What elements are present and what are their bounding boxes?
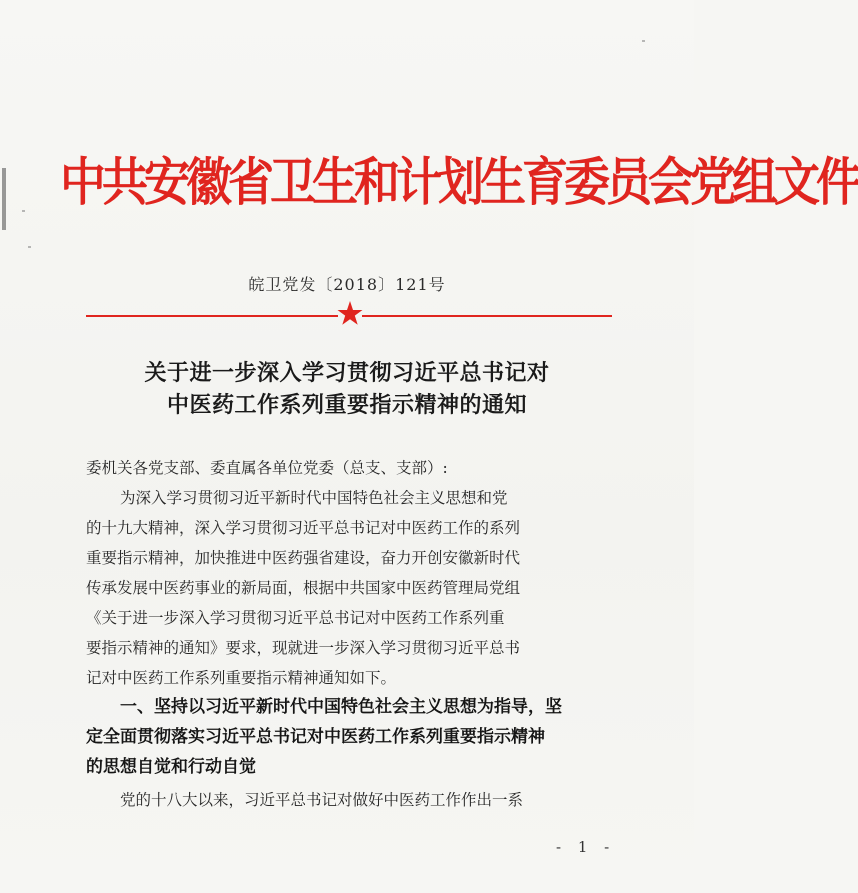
scan-speck [642, 40, 645, 42]
paragraph-line: 的十九大精神，深入学习贯彻习近平总书记对中医药工作的系列 [86, 519, 521, 537]
red-divider-right [362, 315, 612, 317]
paragraph-line: 记对中医药工作系列重要指示精神通知如下。 [86, 669, 397, 687]
section-heading-line: 定全面贯彻落实习近平总书记对中医药工作系列重要指示精神 [86, 727, 545, 747]
document-number: 皖卫党发〔2018〕121号 [248, 275, 446, 294]
paragraph-line: 传承发展中医药事业的新局面，根据中共国家中医药管理局党组 [86, 579, 521, 597]
section-heading-line: 的思想自觉和行动自觉 [86, 757, 256, 777]
paragraph-line: 重要指示精神，加快推进中医药强省建设，奋力开创安徽新时代 [86, 549, 521, 567]
paragraph-line: 《关于进一步深入学习贯彻习近平总书记对中医药工作系列重 [86, 609, 505, 627]
section-heading-line: 一、坚持以习近平新时代中国特色社会主义思想为指导，坚 [120, 697, 562, 717]
paragraph-line: 为深入学习贯彻习近平新时代中国特色社会主义思想和党 [120, 489, 508, 507]
red-divider-left [86, 315, 338, 317]
notice-title-line-1: 关于进一步深入学习贯彻习近平总书记对 [144, 360, 550, 386]
issuer-title: 中共安徽省卫生和计划生育委员会党组文件 [60, 151, 858, 213]
paragraph-line: 要指示精神的通知》要求，现就进一步深入学习贯彻习近平总书 [86, 639, 521, 657]
paragraph-line: 党的十八大以来，习近平总书记对做好中医药工作作出一系 [120, 791, 524, 809]
scan-edge-mark [2, 168, 6, 230]
scan-speck [22, 210, 25, 212]
notice-title-line-2: 中医药工作系列重要指示精神的通知 [166, 392, 527, 418]
salutation: 委机关各党支部、委直属各单位党委（总支、支部）: [86, 459, 448, 477]
red-star-icon [337, 300, 363, 326]
scan-speck [28, 246, 31, 248]
page-number: - 1 - [556, 838, 616, 856]
